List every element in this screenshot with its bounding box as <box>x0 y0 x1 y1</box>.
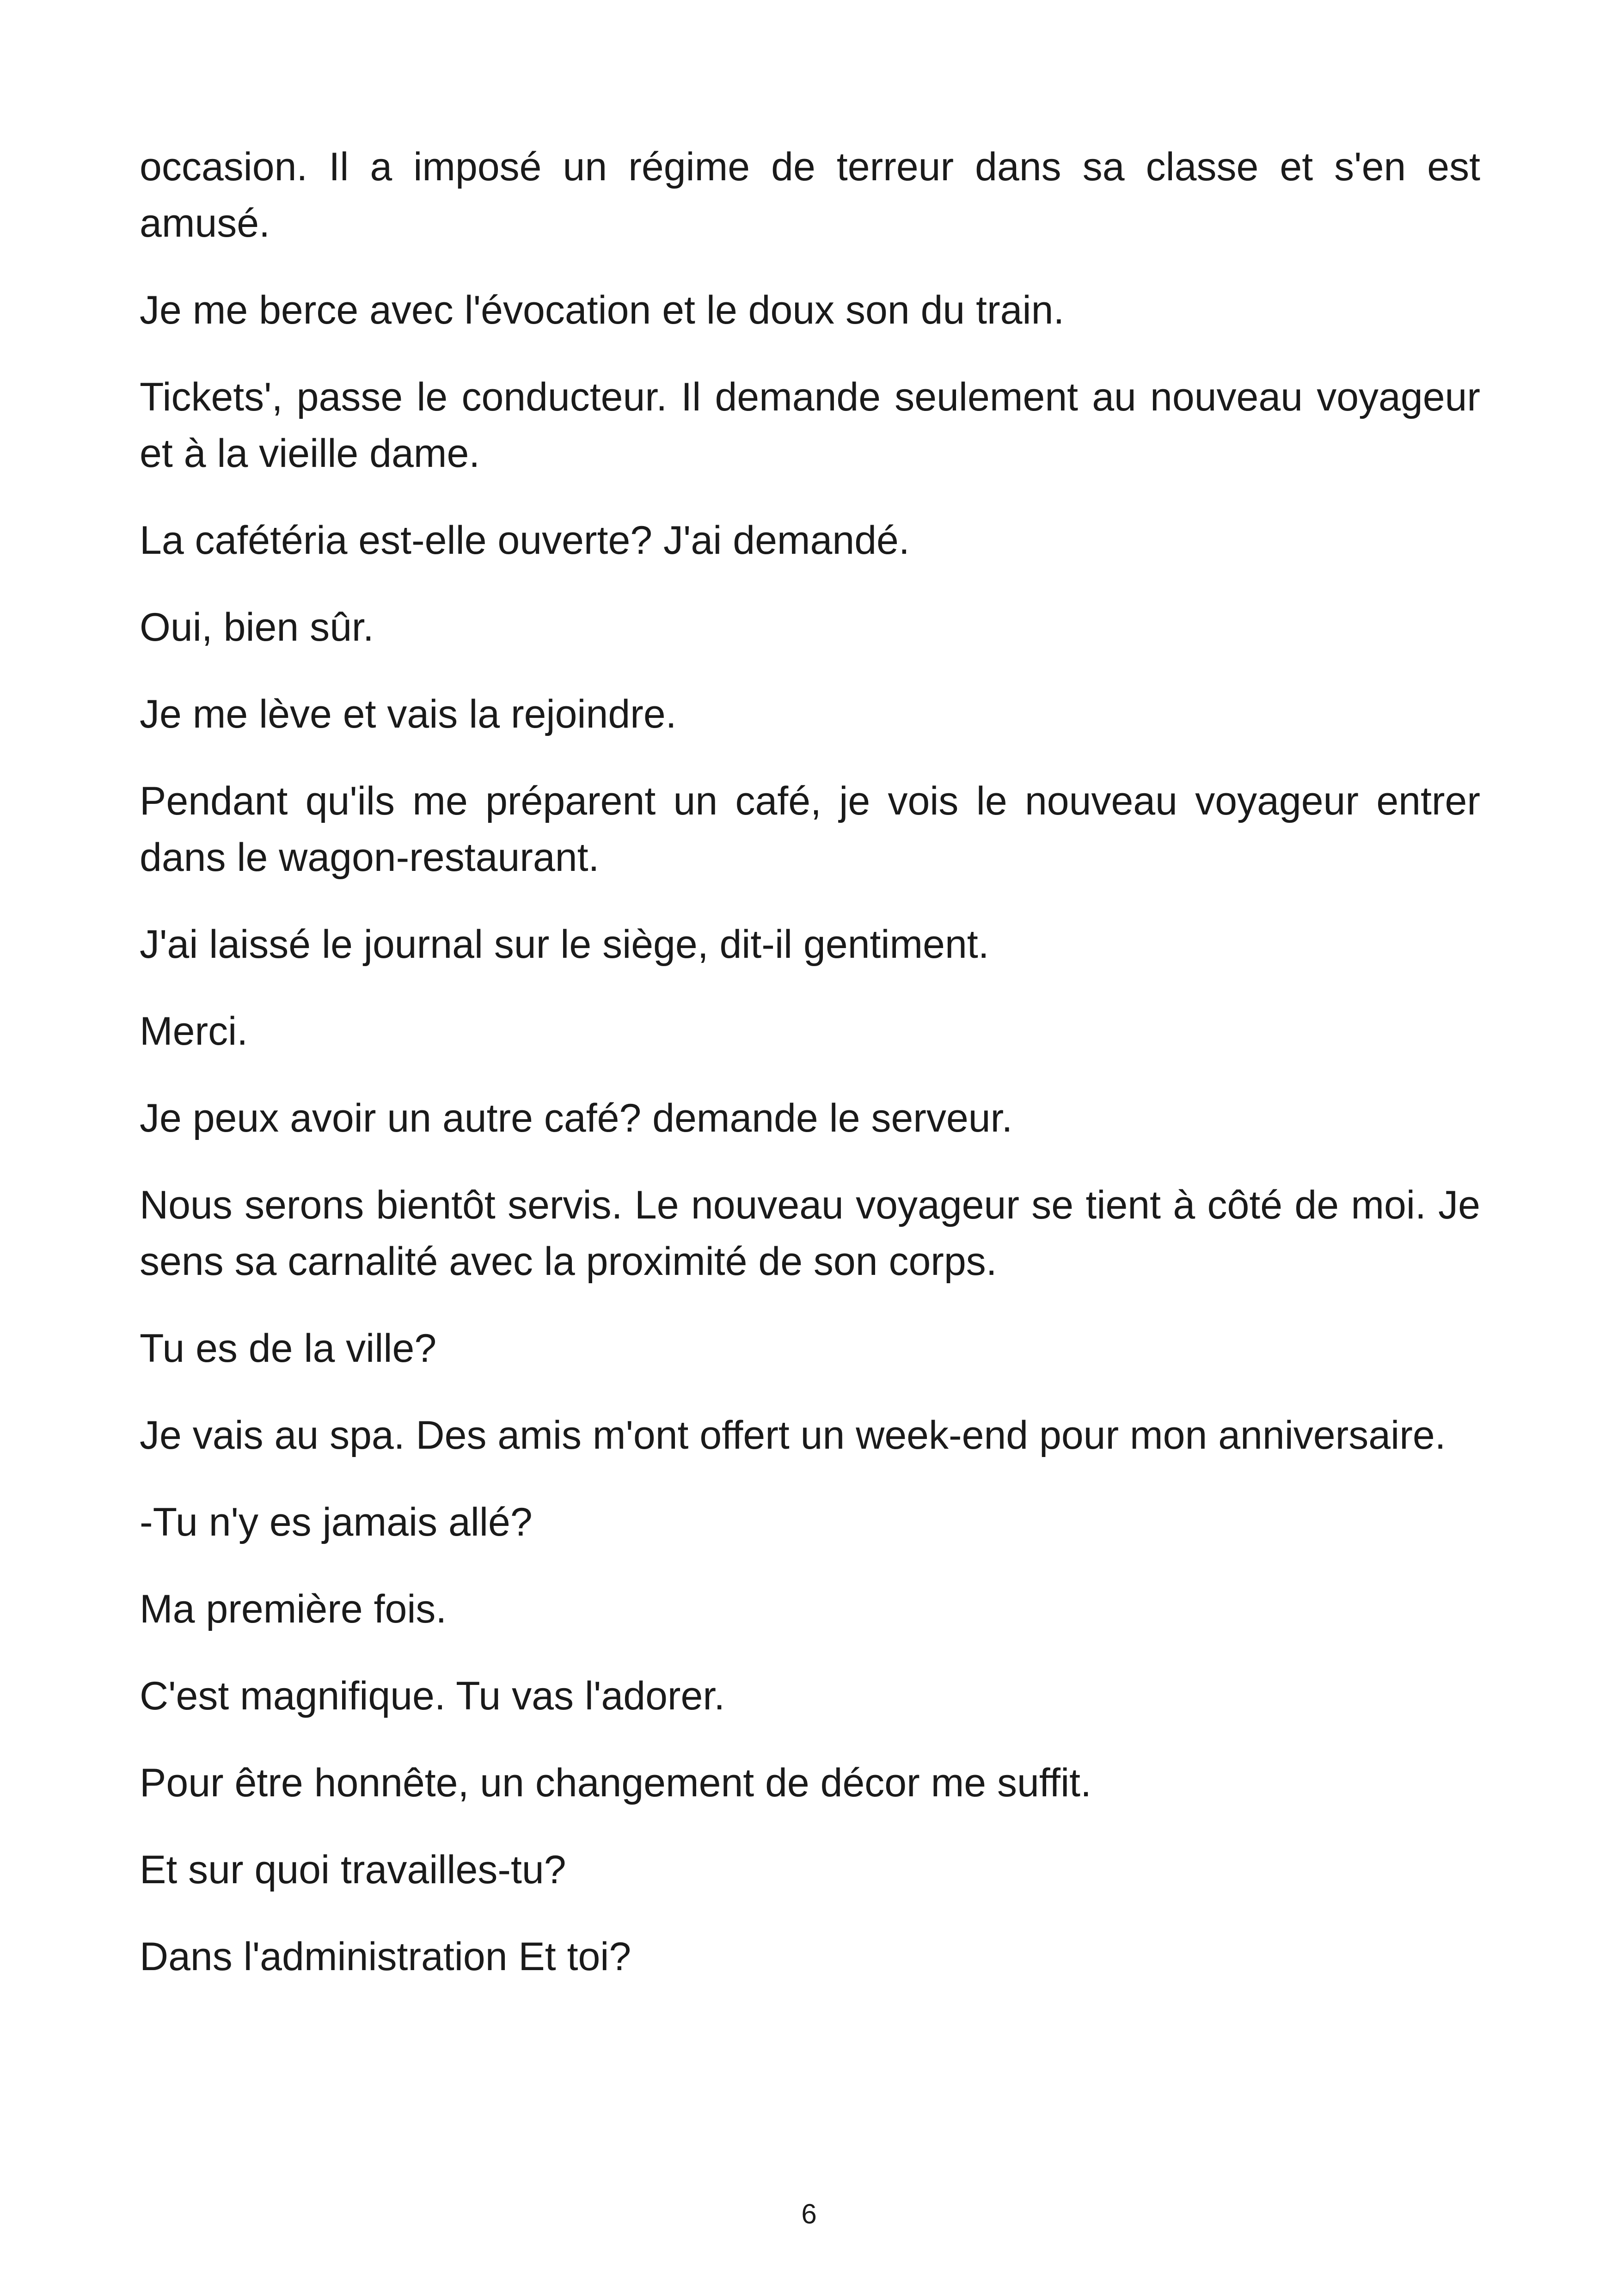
paragraph: occasion. Il a imposé un régime de terreur dans sa classe et s'en est amusé. <box>140 145 1480 245</box>
body-text <box>140 139 1480 2015</box>
paragraph: C'est magnifique. Tu vas l'adorer. <box>140 1674 725 1718</box>
paragraph: Je me berce avec l'évocation et le doux son du train. <box>140 288 1065 332</box>
paragraph: Nous serons bientôt servis. Le nouveau voyageur se tient à côté de moi. Je sens sa carnalité avec la proximité de son corps. <box>140 1183 1480 1284</box>
page-number: 6 <box>801 2198 817 2229</box>
paragraph: Merci. <box>140 1009 248 1053</box>
paragraph: Pendant qu'ils me préparent un café, je vois le nouveau voyageur entrer dans le wagon-restaurant. <box>140 779 1480 880</box>
paragraph: Dans l'administration Et toi? <box>140 1935 631 1979</box>
paragraph: Tu es de la ville? <box>140 1326 437 1371</box>
paragraph: Ma première fois. <box>140 1587 447 1631</box>
paragraph: Je vais au spa. Des amis m'ont offert un week-end pour mon anniversaire. <box>140 1413 1446 1457</box>
paragraph: La cafétéria est-elle ouverte? J'ai demandé. <box>140 518 910 563</box>
paragraph: J'ai laissé le journal sur le siège, dit-il gentiment. <box>140 922 989 967</box>
paragraph: Je me lève et vais la rejoindre. <box>140 692 677 736</box>
paragraph: Je peux avoir un autre café? demande le serveur. <box>140 1096 1013 1140</box>
paragraph: Pour être honnête, un changement de décor me suffit. <box>140 1761 1091 1805</box>
paragraph: Tickets', passe le conducteur. Il demande seulement au nouveau voyageur et à la vieille dame. <box>140 375 1480 476</box>
paragraph: Oui, bien sûr. <box>140 605 374 649</box>
paragraph: Et sur quoi travailles-tu? <box>140 1848 566 1892</box>
paragraph: -Tu n'y es jamais allé? <box>140 1500 533 1544</box>
